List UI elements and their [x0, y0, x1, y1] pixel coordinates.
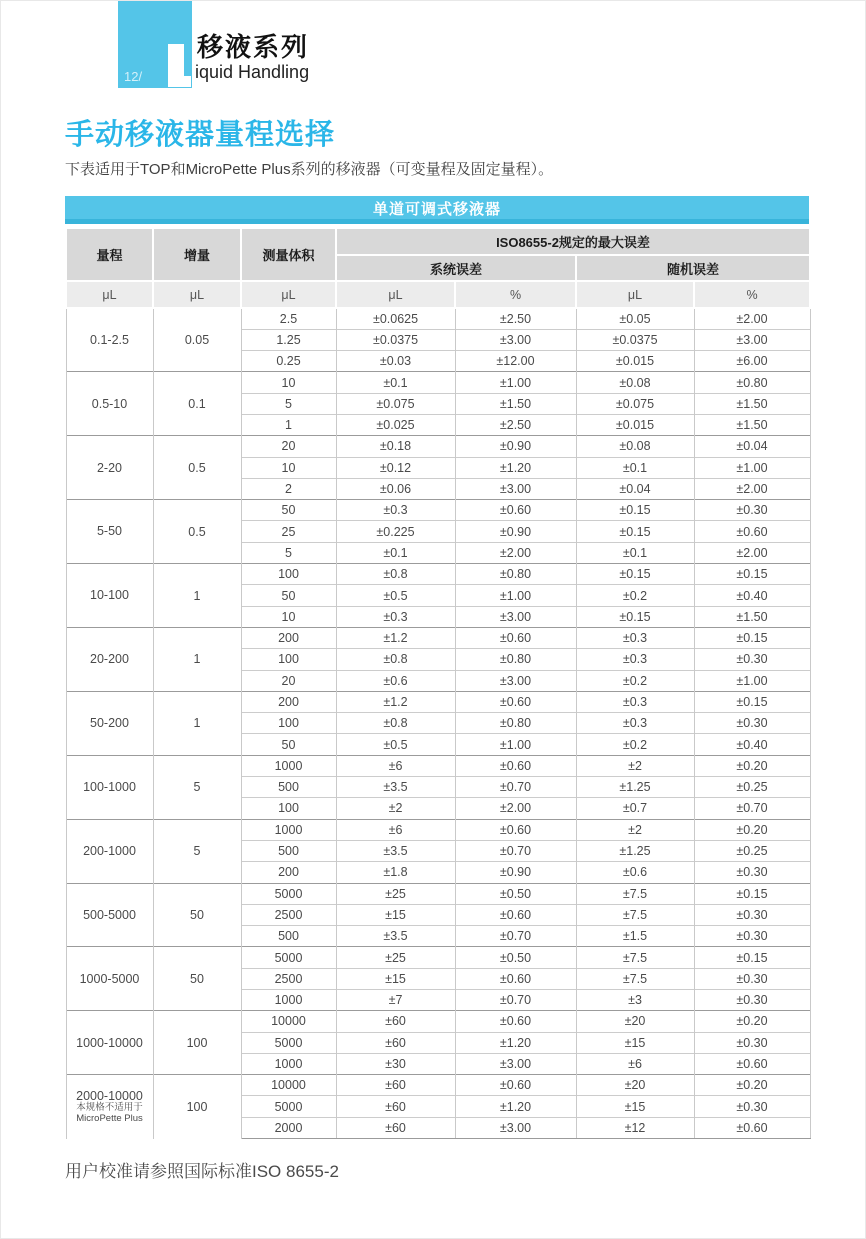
error-cell: ±0.15 — [694, 883, 810, 904]
error-cell: ±0.15 — [576, 606, 694, 627]
error-cell: ±3.00 — [455, 670, 576, 691]
volume-cell: 1000 — [241, 990, 336, 1011]
volume-cell: 100 — [241, 564, 336, 585]
error-cell: ±0.04 — [694, 436, 810, 457]
col-header-systematic: 系统误差 — [336, 255, 576, 281]
error-cell: ±60 — [336, 1117, 455, 1138]
error-cell: ±0.80 — [455, 649, 576, 670]
error-cell: ±1.50 — [694, 414, 810, 435]
error-cell: ±0.60 — [455, 627, 576, 648]
error-cell: ±0.3 — [576, 713, 694, 734]
error-cell: ±0.70 — [455, 990, 576, 1011]
range-cell: 5-50 — [66, 500, 153, 564]
error-cell: ±0.30 — [694, 1096, 810, 1117]
brand-subtitle-en: iquid Handling — [195, 62, 310, 82]
error-cell: ±7.5 — [576, 904, 694, 925]
error-cell: ±0.50 — [455, 947, 576, 968]
table-row — [66, 883, 810, 904]
volume-cell: 500 — [241, 926, 336, 947]
volume-cell: 5 — [241, 393, 336, 414]
error-cell: ±0.1 — [336, 372, 455, 393]
range-cell: 100-1000 — [66, 755, 153, 819]
unit-cell: μL — [576, 281, 694, 308]
error-cell: ±15 — [576, 1096, 694, 1117]
footer-note: 用户校准请参照国际标准ISO 8655-2 — [65, 1162, 339, 1181]
error-cell: ±2.00 — [455, 542, 576, 563]
increment-cell: 100 — [153, 1011, 241, 1075]
table-body — [66, 308, 810, 1139]
error-cell: ±1.2 — [336, 627, 455, 648]
error-cell: ±0.12 — [336, 457, 455, 478]
error-cell: ±0.70 — [455, 777, 576, 798]
volume-cell: 5000 — [241, 947, 336, 968]
table-row — [66, 691, 810, 712]
volume-cell: 500 — [241, 777, 336, 798]
error-cell: ±1.20 — [455, 1032, 576, 1053]
error-cell: ±0.3 — [336, 606, 455, 627]
error-cell: ±0.30 — [694, 1032, 810, 1053]
error-cell: ±0.05 — [576, 308, 694, 329]
error-cell: ±0.8 — [336, 649, 455, 670]
error-cell: ±0.50 — [455, 883, 576, 904]
increment-cell: 100 — [153, 1075, 241, 1139]
error-cell: ±0.1 — [576, 542, 694, 563]
error-cell: ±0.1 — [336, 542, 455, 563]
error-cell: ±1.8 — [336, 862, 455, 883]
volume-cell: 200 — [241, 627, 336, 648]
error-cell: ±25 — [336, 883, 455, 904]
increment-cell: 1 — [153, 627, 241, 691]
error-cell: ±3.00 — [455, 606, 576, 627]
error-cell: ±1.00 — [455, 585, 576, 606]
error-cell: ±1.00 — [694, 457, 810, 478]
error-cell: ±0.3 — [576, 649, 694, 670]
error-cell: ±60 — [336, 1075, 455, 1096]
volume-cell: 2 — [241, 478, 336, 499]
volume-cell: 0.25 — [241, 351, 336, 372]
error-cell: ±0.15 — [576, 521, 694, 542]
error-cell: ±0.5 — [336, 585, 455, 606]
spec-table-section — [65, 196, 809, 1139]
volume-cell: 5000 — [241, 1096, 336, 1117]
page-number: 12/ — [124, 69, 143, 84]
volume-cell: 20 — [241, 670, 336, 691]
error-cell: ±15 — [336, 968, 455, 989]
error-cell: ±20 — [576, 1011, 694, 1032]
unit-cell: μL — [241, 281, 336, 308]
error-cell: ±7.5 — [576, 968, 694, 989]
volume-cell: 1 — [241, 414, 336, 435]
col-header-range: 量程 — [66, 228, 153, 281]
volume-cell: 2500 — [241, 904, 336, 925]
table-row — [66, 1075, 810, 1096]
error-cell: ±0.70 — [455, 926, 576, 947]
increment-cell: 50 — [153, 883, 241, 947]
error-cell: ±0.075 — [576, 393, 694, 414]
error-cell: ±2.50 — [455, 414, 576, 435]
logo-letter-l-icon — [168, 44, 191, 87]
volume-cell: 50 — [241, 500, 336, 521]
table-row — [66, 1011, 810, 1032]
error-cell: ±0.0625 — [336, 308, 455, 329]
error-cell: ±0.30 — [694, 862, 810, 883]
error-cell: ±1.20 — [455, 1096, 576, 1117]
range-cell: 0.5-10 — [66, 372, 153, 436]
error-cell: ±0.15 — [576, 564, 694, 585]
error-cell: ±25 — [336, 947, 455, 968]
error-cell: ±20 — [576, 1075, 694, 1096]
error-cell: ±1.20 — [455, 457, 576, 478]
error-cell: ±0.20 — [694, 1075, 810, 1096]
error-cell: ±0.15 — [694, 627, 810, 648]
error-cell: ±2 — [576, 755, 694, 776]
error-cell: ±7 — [336, 990, 455, 1011]
volume-cell: 100 — [241, 649, 336, 670]
error-cell: ±0.04 — [576, 478, 694, 499]
error-cell: ±2.00 — [455, 798, 576, 819]
error-cell: ±0.3 — [576, 627, 694, 648]
error-cell: ±0.30 — [694, 968, 810, 989]
error-cell: ±3.00 — [455, 478, 576, 499]
error-cell: ±0.80 — [694, 372, 810, 393]
error-cell: ±0.30 — [694, 990, 810, 1011]
error-cell: ±0.30 — [694, 926, 810, 947]
error-cell: ±0.60 — [455, 1011, 576, 1032]
error-cell: ±0.60 — [694, 521, 810, 542]
error-cell: ±1.2 — [336, 691, 455, 712]
unit-cell: % — [694, 281, 810, 308]
error-cell: ±6 — [576, 1053, 694, 1074]
col-header-random: 随机误差 — [576, 255, 810, 281]
volume-cell: 5000 — [241, 883, 336, 904]
error-cell: ±0.20 — [694, 755, 810, 776]
error-cell: ±0.15 — [576, 500, 694, 521]
error-cell: ±3.00 — [455, 1117, 576, 1138]
error-cell: ±0.3 — [576, 691, 694, 712]
error-cell: ±1.50 — [455, 393, 576, 414]
range-cell: 2-20 — [66, 436, 153, 500]
error-cell: ±1.50 — [694, 606, 810, 627]
range-cell: 20-200 — [66, 627, 153, 691]
range-cell: 0.1-2.5 — [66, 308, 153, 372]
volume-cell: 10000 — [241, 1011, 336, 1032]
unit-cell: % — [455, 281, 576, 308]
error-cell: ±2.00 — [694, 308, 810, 329]
volume-cell: 1.25 — [241, 329, 336, 350]
volume-cell: 2000 — [241, 1117, 336, 1138]
table-row — [66, 755, 810, 776]
volume-cell: 25 — [241, 521, 336, 542]
volume-cell: 200 — [241, 691, 336, 712]
unit-cell: μL — [336, 281, 455, 308]
error-cell: ±0.40 — [694, 734, 810, 755]
error-cell: ±0.06 — [336, 478, 455, 499]
increment-cell: 50 — [153, 947, 241, 1011]
volume-cell: 10 — [241, 606, 336, 627]
error-cell: ±0.15 — [694, 564, 810, 585]
table-title-band: 单道可调式移液器 — [65, 196, 809, 224]
error-cell: ±1.25 — [576, 840, 694, 861]
error-cell: ±0.80 — [455, 713, 576, 734]
error-cell: ±0.2 — [576, 670, 694, 691]
error-cell: ±0.0375 — [576, 329, 694, 350]
volume-cell: 200 — [241, 862, 336, 883]
range-cell: 10-100 — [66, 564, 153, 628]
volume-cell: 50 — [241, 585, 336, 606]
error-cell: ±15 — [336, 904, 455, 925]
error-cell: ±0.60 — [455, 691, 576, 712]
error-cell: ±3.00 — [455, 1053, 576, 1074]
error-cell: ±3 — [576, 990, 694, 1011]
volume-cell: 10 — [241, 457, 336, 478]
error-cell: ±3.5 — [336, 777, 455, 798]
error-cell: ±1.5 — [576, 926, 694, 947]
table-row — [66, 500, 810, 521]
spec-table — [65, 227, 811, 1139]
range-cell: 1000-10000 — [66, 1011, 153, 1075]
volume-cell: 5 — [241, 542, 336, 563]
error-cell: ±60 — [336, 1096, 455, 1117]
error-cell: ±3.00 — [455, 329, 576, 350]
table-row — [66, 372, 810, 393]
error-cell: ±0.30 — [694, 904, 810, 925]
error-cell: ±0.90 — [455, 862, 576, 883]
error-cell: ±1.50 — [694, 393, 810, 414]
error-cell: ±2.50 — [455, 308, 576, 329]
increment-cell: 1 — [153, 691, 241, 755]
error-cell: ±0.70 — [455, 840, 576, 861]
brand-title-cn: 移液系列 — [197, 32, 310, 62]
error-cell: ±2 — [336, 798, 455, 819]
volume-cell: 10000 — [241, 1075, 336, 1096]
page-title: 手动移液器量程选择 — [65, 119, 336, 151]
increment-cell: 5 — [153, 755, 241, 819]
error-cell: ±0.2 — [576, 734, 694, 755]
error-cell: ±0.18 — [336, 436, 455, 457]
volume-cell: 50 — [241, 734, 336, 755]
error-cell: ±60 — [336, 1011, 455, 1032]
error-cell: ±0.30 — [694, 649, 810, 670]
error-cell: ±6.00 — [694, 351, 810, 372]
error-cell: ±30 — [336, 1053, 455, 1074]
error-cell: ±0.025 — [336, 414, 455, 435]
error-cell: ±0.8 — [336, 713, 455, 734]
error-cell: ±0.40 — [694, 585, 810, 606]
error-cell: ±3.00 — [694, 329, 810, 350]
volume-cell: 20 — [241, 436, 336, 457]
increment-cell: 0.5 — [153, 436, 241, 500]
error-cell: ±2.00 — [694, 478, 810, 499]
error-cell: ±3.5 — [336, 840, 455, 861]
error-cell: ±0.225 — [336, 521, 455, 542]
error-cell: ±0.30 — [694, 713, 810, 734]
range-cell: 2000-10000 本规格不适用于 MicroPette Plus — [66, 1075, 153, 1139]
range-cell: 500-5000 — [66, 883, 153, 947]
error-cell: ±0.08 — [576, 436, 694, 457]
error-cell: ±0.5 — [336, 734, 455, 755]
error-cell: ±12.00 — [455, 351, 576, 372]
error-cell: ±0.08 — [576, 372, 694, 393]
error-cell: ±0.7 — [576, 798, 694, 819]
range-cell: 1000-5000 — [66, 947, 153, 1011]
volume-cell: 2500 — [241, 968, 336, 989]
increment-cell: 5 — [153, 819, 241, 883]
increment-cell: 0.1 — [153, 372, 241, 436]
error-cell: ±6 — [336, 819, 455, 840]
col-header-increment: 增量 — [153, 228, 241, 281]
error-cell: ±2 — [576, 819, 694, 840]
error-cell: ±0.03 — [336, 351, 455, 372]
col-header-volume: 测量体积 — [241, 228, 336, 281]
error-cell: ±1.25 — [576, 777, 694, 798]
error-cell: ±0.25 — [694, 840, 810, 861]
error-cell: ±0.6 — [576, 862, 694, 883]
error-cell: ±0.3 — [336, 500, 455, 521]
error-cell: ±0.70 — [694, 798, 810, 819]
error-cell: ±0.8 — [336, 564, 455, 585]
error-cell: ±1.00 — [694, 670, 810, 691]
error-cell: ±0.60 — [694, 1117, 810, 1138]
increment-cell: 0.5 — [153, 500, 241, 564]
table-header — [66, 228, 810, 308]
brand-logo — [118, 1, 192, 88]
error-cell: ±3.5 — [336, 926, 455, 947]
table-row — [66, 947, 810, 968]
error-cell: ±60 — [336, 1032, 455, 1053]
error-cell: ±0.60 — [455, 755, 576, 776]
error-cell: ±0.60 — [455, 500, 576, 521]
error-cell: ±0.60 — [455, 1075, 576, 1096]
error-cell: ±0.60 — [694, 1053, 810, 1074]
error-cell: ±2.00 — [694, 542, 810, 563]
increment-cell: 1 — [153, 564, 241, 628]
volume-cell: 10 — [241, 372, 336, 393]
error-cell: ±0.6 — [336, 670, 455, 691]
error-cell: ±0.60 — [455, 904, 576, 925]
error-cell: ±0.075 — [336, 393, 455, 414]
error-cell: ±0.015 — [576, 351, 694, 372]
volume-cell: 1000 — [241, 1053, 336, 1074]
volume-cell: 1000 — [241, 755, 336, 776]
table-row — [66, 308, 810, 329]
volume-cell: 100 — [241, 798, 336, 819]
table-row — [66, 819, 810, 840]
table-row — [66, 436, 810, 457]
error-cell: ±0.15 — [694, 947, 810, 968]
error-cell: ±0.25 — [694, 777, 810, 798]
error-cell: ±7.5 — [576, 883, 694, 904]
page-subtitle: 下表适用于TOP和MicroPette Plus系列的移液器（可变量程及固定量程）。 — [65, 161, 554, 178]
volume-cell: 2.5 — [241, 308, 336, 329]
error-cell: ±0.20 — [694, 819, 810, 840]
error-cell: ±0.1 — [576, 457, 694, 478]
col-header-iso: ISO8655-2规定的最大误差 — [336, 228, 810, 255]
error-cell: ±0.15 — [694, 691, 810, 712]
error-cell: ±0.0375 — [336, 329, 455, 350]
error-cell: ±0.2 — [576, 585, 694, 606]
error-cell: ±0.80 — [455, 564, 576, 585]
error-cell: ±12 — [576, 1117, 694, 1138]
error-cell: ±0.90 — [455, 521, 576, 542]
range-cell: 200-1000 — [66, 819, 153, 883]
error-cell: ±15 — [576, 1032, 694, 1053]
error-cell: ±0.90 — [455, 436, 576, 457]
volume-cell: 5000 — [241, 1032, 336, 1053]
volume-cell: 100 — [241, 713, 336, 734]
volume-cell: 500 — [241, 840, 336, 861]
table-row — [66, 627, 810, 648]
error-cell: ±1.00 — [455, 734, 576, 755]
increment-cell: 0.05 — [153, 308, 241, 372]
error-cell: ±0.60 — [455, 819, 576, 840]
error-cell: ±0.30 — [694, 500, 810, 521]
table-row — [66, 564, 810, 585]
error-cell: ±0.20 — [694, 1011, 810, 1032]
error-cell: ±7.5 — [576, 947, 694, 968]
unit-cell: μL — [153, 281, 241, 308]
error-cell: ±0.015 — [576, 414, 694, 435]
error-cell: ±0.60 — [455, 968, 576, 989]
range-cell: 50-200 — [66, 691, 153, 755]
unit-cell: μL — [66, 281, 153, 308]
error-cell: ±6 — [336, 755, 455, 776]
volume-cell: 1000 — [241, 819, 336, 840]
error-cell: ±1.00 — [455, 372, 576, 393]
